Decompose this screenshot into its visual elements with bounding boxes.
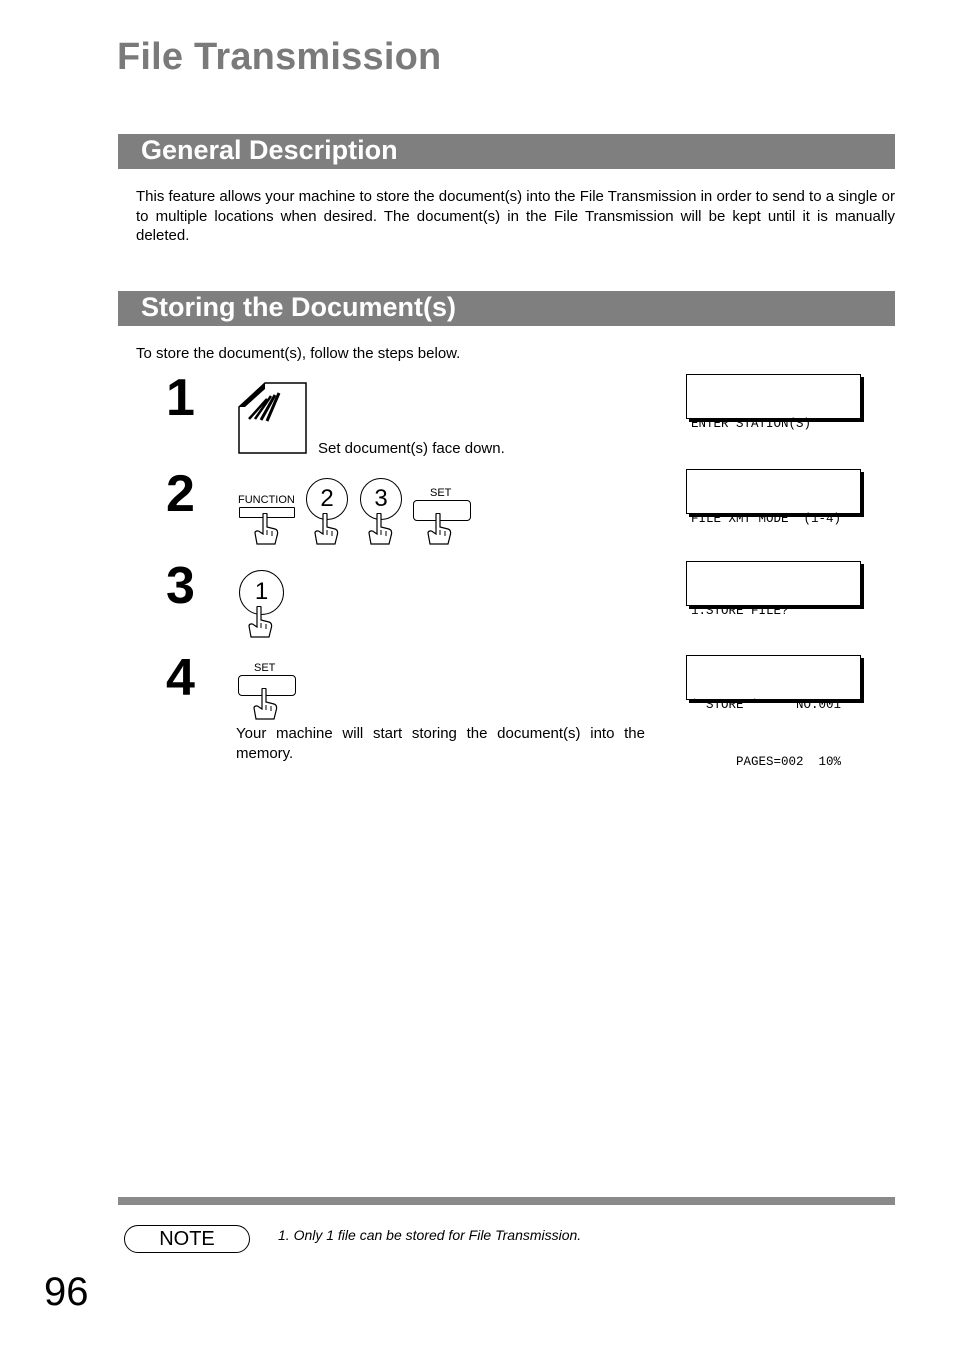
step-number-3: 3 — [166, 557, 195, 615]
step-number-1: 1 — [166, 369, 195, 427]
finger-press-icon — [248, 606, 274, 638]
lcd-line-1: * STORE * NO.001 — [691, 698, 842, 712]
lcd-line-1: FILE XMT MODE (1-4) — [691, 512, 842, 526]
finger-press-icon — [254, 513, 280, 545]
lcd-line-2: PAGES=002 10% — [691, 755, 842, 769]
lcd-display-step-1 — [686, 374, 861, 431]
step-1-caption: Set document(s) face down. — [318, 440, 505, 457]
section-heading-storing-documents: Storing the Document(s) — [118, 291, 895, 326]
finger-press-icon — [427, 513, 453, 545]
finger-press-icon — [253, 688, 279, 720]
function-key-label: FUNCTION — [238, 494, 295, 506]
step-number-2: 2 — [166, 465, 195, 523]
lcd-display-step-3 — [686, 561, 861, 618]
section-heading-general-description: General Description — [118, 134, 895, 169]
storing-intro-text: To store the document(s), follow the steps below. — [136, 345, 461, 362]
lcd-display-step-2 — [686, 469, 861, 526]
step-number-4: 4 — [166, 649, 195, 707]
lcd-line-1: ENTER STATION(S) — [691, 417, 812, 431]
general-description-text: This feature allows your machine to store the document(s) into the File Transmission in order to send to a single or to multiple locations when desired. The document(s) in the File Transmission will be kept until it is manually deleted. — [136, 188, 895, 244]
set-key-label: SET — [254, 662, 276, 674]
lcd-display-step-4 — [686, 655, 861, 769]
page-title: File Transmission — [117, 36, 442, 78]
note-text: 1. Only 1 file can be stored for File Transmission. — [278, 1227, 582, 1243]
lcd-line-1: 1:STORE FILE? — [691, 604, 789, 618]
page-number: 96 — [44, 1270, 89, 1314]
keypad-1-key[interactable]: 1 — [239, 570, 284, 615]
divider-rule — [118, 1197, 895, 1205]
step-4-caption: Your machine will start storing the document(s) into the memory. — [236, 725, 645, 762]
note-badge: NOTE — [124, 1225, 250, 1253]
finger-press-icon — [314, 513, 340, 545]
keypad-3-key[interactable]: 3 — [360, 478, 402, 520]
keypad-2-key[interactable]: 2 — [306, 478, 348, 520]
finger-press-icon — [368, 513, 394, 545]
document-feed-icon — [237, 381, 309, 455]
set-key-label: SET — [430, 487, 452, 499]
